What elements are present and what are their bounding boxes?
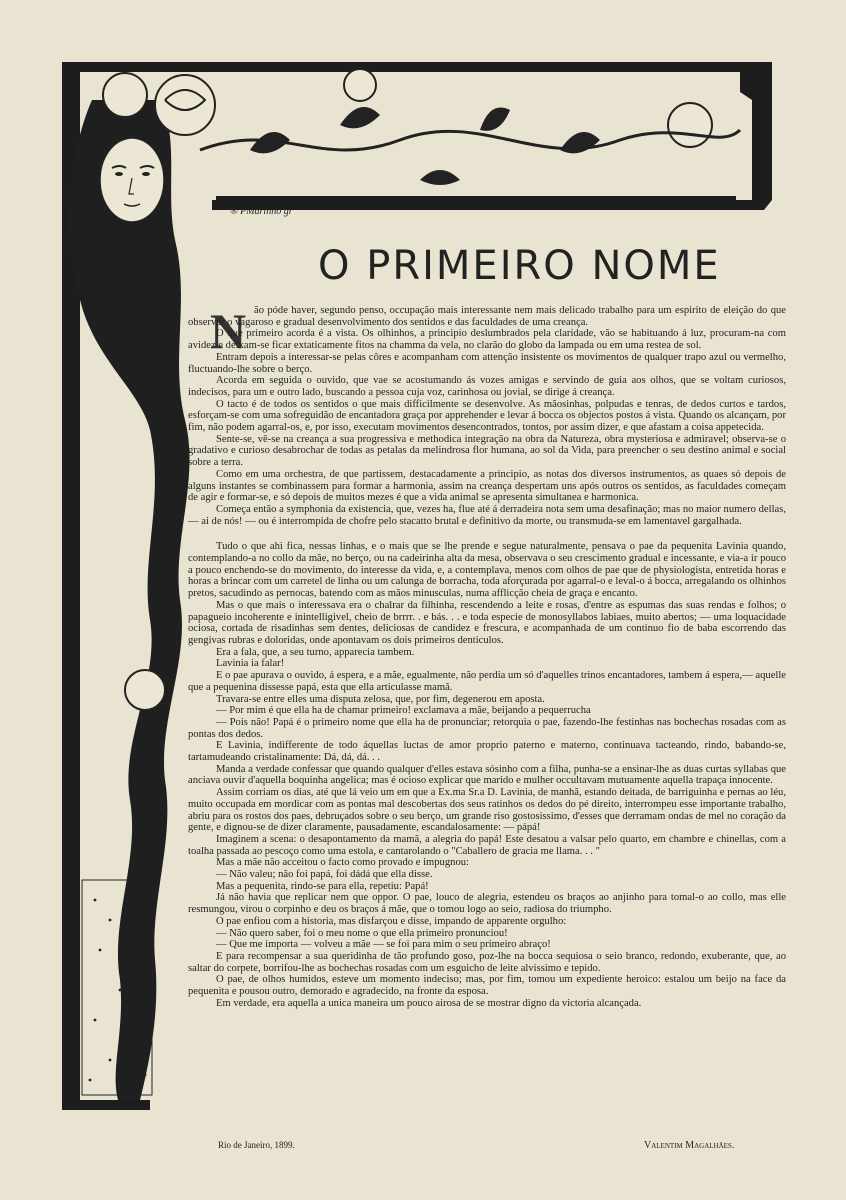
paragraph: — Não valeu; não foi papá, foi dádá que ella disse.	[216, 869, 433, 881]
paragraph: E Lavinia, indifferente de todo áquellas luctas de amor proprio paterno e materno, continuava tacteando, rindo, babando-se, tartamudeando cristalinamente: Dá, dá, dá. . .	[188, 740, 786, 764]
place-date: Rio de Janeiro, 1899.	[218, 1140, 295, 1150]
paragraph: Tudo o que ahi fica, nessas linhas, e o mais que se lhe prende e segue naturalmente, pensava o pae da pequenita Lavinia quando, contemplando-a no collo da mãe, no berço, ou na cadeirinha alta da mesa, observava o seu crescimento gradual e incessante, e via-a ir pouco a pouco enchendo-se do movimento, do interesse da vida, e, a contemplava, menos com olhos de pae que de physiologista, entretida horas e horas a brincar com um carretel de linha ou um calunga de borracha, toda aforçurada por agarral-o e leval-o á bocca, arregalando os olhinhos pretos, sacudindo as pernocas, batendo com as mãos minusculas, numa afflicção cheia de graça e encanto.	[188, 541, 786, 600]
paragraph: — Por mim é que ella ha de chamar primeiro! exclamava a mãe, beijando a pequerrucha	[216, 705, 591, 717]
paragraph: Lavinia ia falar!	[216, 658, 285, 670]
article-body	[188, 305, 786, 1009]
paragraph: Travara-se entre elles uma disputa zelosa, que, por fim, degenerou em aposta.	[216, 693, 545, 705]
paragraph: Era a fala, que, a seu turno, apparecia tambem.	[216, 646, 415, 658]
paragraph: — Não quero saber, foi o meu nome o que ella primeiro pronunciou!	[216, 927, 508, 939]
paragraph: O tacto é de todos os sentidos o que mais difficilmente se desenvolve. As mãosinhas, polpudas e tenras, de dedos curtos e tardos, esforçam-se com uma sofreguidão de encantadora graça por apprehender e levar á bocca os objectos postos á vista. Quando os alcançam, por fim, não podem agarral-os, e, por isso, executam movimentos desencontrados, tontos, por assim dizer, e que afastam a coisa appetecida.	[188, 398, 787, 434]
paragraph: O pae enfiou com a historia, mas disfarçou e disse, impando de apparente orgulho:	[216, 915, 567, 927]
paragraph: Mas o que mais o interessava era o chalrar da filhinha, rescendendo a leite e rosas, d'entre as espumas das suas rendas e folhos; o papagueio incoherente e inintelligivel, cheio de brrrr. . e bás. . . e toda especie de monosyllabos labiaes, muito abertos; — uma loquacidade ociosa, cortada de risadinhas sem dentes, deliciosas de candidez e frescura, e acompanhada de um continuo fio de baba escorrendo das gengivas rubras e doloridas, onde apontavam os dois primeiros denticulos.	[188, 599, 786, 646]
paragraph: Mas a mãe não acceitou o facto como provado e impugnou:	[216, 857, 469, 869]
paragraph: O pae, de olhos humidos, esteve um momento indeciso; mas, por fim, tomou um expediente heroico: estalou um beijo na face da pequenita e pousou outro, demorado e agradecido, na fronte da esposa.	[188, 974, 786, 998]
author-name: Valentim Magalhães.	[644, 1140, 735, 1151]
page-title: O PRIMEIRO NOME	[318, 243, 721, 289]
paragraph: Sente-se, vê-se na creança a sua progressiva e methodica integração na obra da Natureza, obra mysteriosa e admiravel; observa-se o gradativo e curioso desabrochar de todas as petalas da melindrosa flor humana, ao sol da Vida, para preencher o seu destino animal e social sobre a terra.	[188, 433, 786, 469]
hair-illustration	[69, 100, 189, 1100]
paragraph: Mas a pequenita, rindo-se para ella, repetiu: Papá!	[216, 880, 429, 892]
paragraph: ão póde haver, segundo penso, occupação mais interessante nem mais delicado trabalho para um espirito de eleição do que observar o vagaroso e gradual desenvolvimento dos sentidos e das faculdades de uma creança.	[188, 305, 786, 328]
dropcap-letter: N	[210, 303, 247, 359]
paragraph: E para recompensar a sua queridinha de tão profundo goso, poz-lhe na bocca sequiosa o seio branco, redondo, exuberante, que, ao saltar do corpete, borrifou-lhe as bochechas rosadas com um esguicho de leite alvissimo e tepido.	[188, 950, 786, 974]
paragraph: Assim corriam os dias, até que lá veio um em que a Ex.ma Sr.a D. Lavinia, de manhã, estando deitada, de barriguinha e pernas ao léu, muito occupada em mordicar com as pontas mal descobertas dos seus ratinhos os dedos do pé direito, interrompeu esse importante trabalho, abriu para os rostos dos paes, debruçados sobre o seu berço, um grande riso gostosissimo, d'esses que derramam ondas de mel no coração da gente, e dignou-se de dizer claramente, pausadamente, escandalosamente: — pápá!	[188, 787, 786, 834]
engraver-signature: ® PMarinho gr	[230, 206, 293, 217]
paragraph: — Pois não! Papá é o primeiro nome que ella ha de pronunciar; retorquia o pae, fazendo-lhe festinhas nas bochechas rosadas com as pontas dos dedos.	[188, 716, 786, 740]
paragraph: Manda a verdade confessar que quando qualquer d'elles estava sósinho com a filha, punha-se a ensinar-lhe as duas curtas syllabas que anciava ouvir d'aquella boquinha angelica; mas é ocioso explicar que marido e mulher occultavam mutuamente aquella trapaça innocente.	[188, 763, 786, 787]
paragraph: Em verdade, era aquella a unica maneira um pouco airosa de se mostrar digno da victoria alcançada.	[216, 997, 642, 1009]
paragraph: Já não havia que replicar nem que oppor. O pae, louco de alegria, estendeu os braços ao anjinho para tomal-o ao collo, mas elle resmungou, virou o corpinho e deu os braços á mãe, que o tomou logo ao seio, radiosa do triumpho.	[188, 892, 786, 916]
paragraph: Entram depois a interessar-se pelas côres e acompanham com attenção insistente os movimentos de qualquer trapo azul ou vermelho, fluctuando-lhe sobre o berço.	[188, 351, 786, 375]
paragraph: Acorda em seguida o ouvido, que vae se acostumando ás vozes amigas e servindo de guia aos olhos, que se voltam curiosos, indecisos, para um e outro lado, buscando a pessoa cuja voz, carinhosa ou jovial, se dirige á creança.	[188, 375, 786, 398]
paragraph: Imaginem a scena: o desapontamento da mamã, a alegria do papá! Este desatou a valsar pelo quarto, em chambre e chinellas, com a toalha passada ao pescoço como uma estola, e cantarolando o "Caballero de gracia me llama. . . "	[188, 833, 786, 857]
paragraph: — Que me importa — volveu a mãe — se foi para mim o seu primeiro abraço!	[216, 939, 551, 951]
paragraph: E o pae apurava o ouvido, á espera, e a mãe, egualmente, não perdia um só d'aquelles trinos encantadores, tambem á espera,— aquelle que a pequenina dissesse papá, esta que ella articulasse mamã.	[188, 670, 786, 693]
top-bar	[216, 196, 736, 202]
paragraph: O que primeiro acorda é a vista. Os olhinhos, a principio deslumbrados pela claridade, vão se habituando á luz, procuram-na com avidez e deixam-se ficar extaticamente fitos na chamma da vela, no clarão do globo da lampada ou em uma restea de sol.	[188, 328, 786, 352]
paragraph: Como em uma orchestra, de que partissem, destacadamente a principio, as notas dos diversos instrumentos, as quaes só depois de alguns instantes se combinassem para formar a harmonia, assim na creança despertam uns após outros os sentidos, as faculdades começam de agir e formar-se, e só depois de muitos mezes é que a vida animal se apresenta simultanea e harmonica.	[188, 468, 786, 504]
paragraph: Começa então a symphonia da existencia, que, vezes ha, flue até á derradeira nota sem uma desafinação; mas no maior numero dellas,— ai de nós! — ou é interrompida de chofre pelo stacatto brutal e definitivo da morte, ou transmuda-se em lamentavel gargalhada.	[188, 503, 786, 527]
